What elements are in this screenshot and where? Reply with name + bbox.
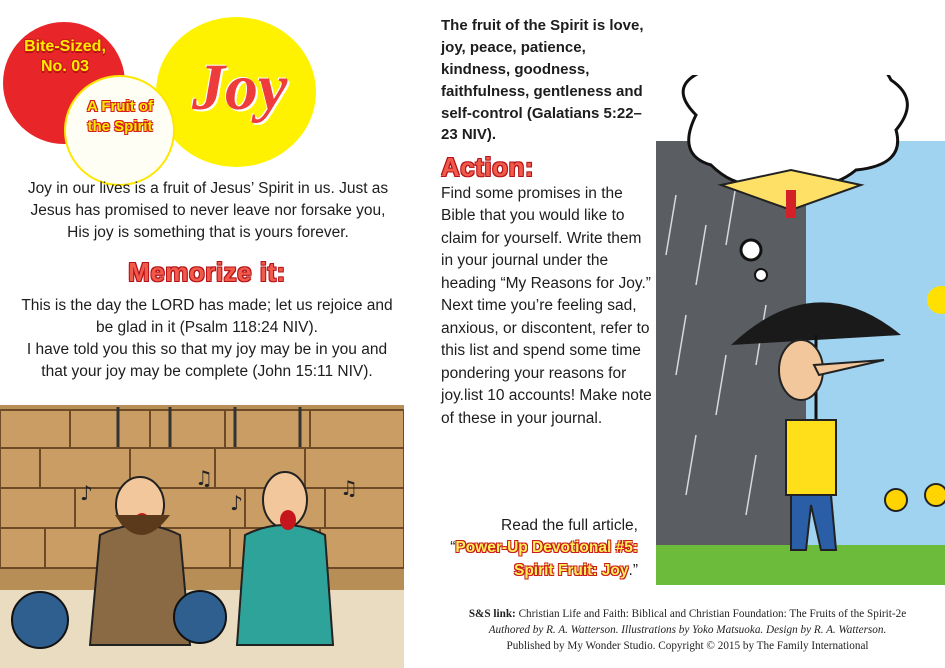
memory-verse-1: This is the day the LORD has made; let us rejoice and be glad in it (Psalm 118:24 NIV).	[21, 297, 393, 336]
action-heading: Action:	[441, 152, 535, 182]
svg-text:♪: ♪	[230, 491, 243, 515]
page-title: Joy	[192, 51, 288, 124]
subtitle-line-2: the Spirit	[87, 117, 153, 135]
subtitle	[70, 97, 170, 136]
source-link-label: S&S link:	[468, 608, 516, 620]
credits	[430, 606, 945, 655]
svg-text:♫: ♫	[195, 466, 213, 490]
memorize-heading: Memorize it:	[128, 257, 286, 287]
article-link[interactable]: Power-Up Devotional #5: Spirit Fruit: Joy	[455, 539, 638, 579]
svg-text:♪: ♪	[80, 481, 93, 505]
authors-line	[430, 622, 945, 638]
open-quote: “	[450, 539, 456, 557]
man-with-umbrella-illustration	[656, 75, 945, 585]
series-badge	[10, 37, 120, 77]
key-verse: The fruit of the Spirit is love, joy, peace, patience, kindness, goodness, faithfulness, gentleness and self-control (Galatians 5:22–23 NIV).	[441, 17, 644, 144]
prisoners-singing-illustration	[0, 405, 404, 668]
authors-text: Authored by R. A. Watterson. Illustrations by Yoko Matsuoka. Design by R. A. Watterson.	[488, 624, 887, 637]
source-link-text[interactable]: Christian Life and Faith: Biblical and Christian Foundation: The Fruits of the Spirit-2e	[518, 608, 907, 620]
action-paragraph: Find some promises in the Bible that you would like to claim for yourself. Write them in your journal under the heading “My Reasons for Joy.” Next time you’re feeling sad, anxious, or discontent, refer to this list and spend some time pondering your reasons for joy.list 10 accounts! Make note of these in your journal.	[441, 185, 652, 427]
close-quote: .”	[628, 561, 638, 579]
read-more-link-line	[436, 537, 638, 582]
read-more	[436, 515, 638, 582]
svg-text:♫: ♫	[340, 476, 358, 500]
source-link-line	[430, 606, 945, 622]
badge-line-1: Bite-Sized,	[24, 38, 106, 55]
badge-line-2: No. 03	[40, 58, 89, 75]
memorize-verses	[12, 295, 402, 383]
intro-paragraph: Joy in our lives is a fruit of Jesus’ Spirit in us. Just as Jesus has promised to never leave nor forsake you, His joy is something that is yours forever.	[27, 180, 389, 241]
subtitle-line-1: A Fruit of	[86, 98, 154, 115]
publisher-line: Published by My Wonder Studio. Copyright © 2015 by The Family International	[506, 640, 869, 653]
read-more-prefix: Read the full article,	[501, 517, 638, 534]
memory-verse-2: I have told you this so that my joy may be in you and that your joy may be complete (John 15:11 NIV).	[26, 341, 388, 380]
